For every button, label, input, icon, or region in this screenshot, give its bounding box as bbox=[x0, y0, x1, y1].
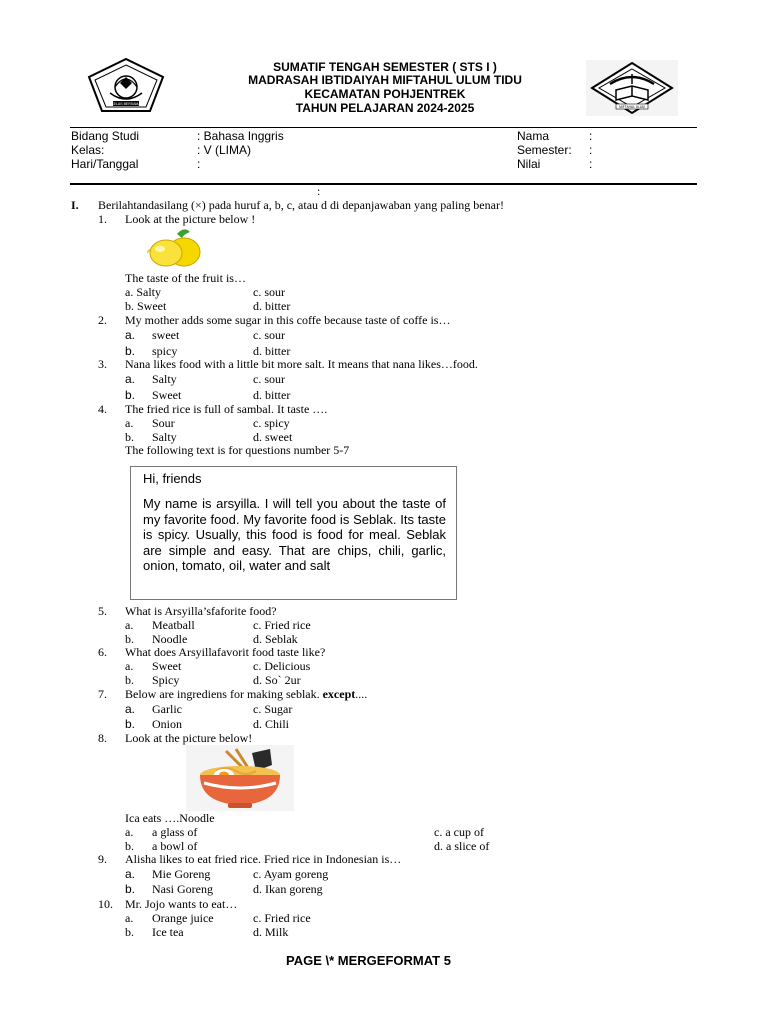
q10-text: Mr. Jojo wants to eat… bbox=[125, 897, 238, 911]
q1-option-b: b. Sweet bbox=[125, 299, 167, 313]
q3-option-c: c. sour bbox=[253, 372, 285, 386]
q9-option-b-letter: b. bbox=[125, 882, 136, 896]
class-value: : V (LIMA) bbox=[197, 143, 252, 157]
q2-option-a-letter: a. bbox=[125, 328, 136, 342]
q6-number: 6. bbox=[98, 645, 107, 659]
q2-option-b-letter: b. bbox=[125, 344, 136, 358]
q6-option-a: Sweet bbox=[152, 659, 182, 673]
section-number: I. bbox=[71, 198, 79, 212]
q5-text: What is Arsyilla’sfaforite food? bbox=[125, 604, 277, 618]
q9-text: Alisha likes to eat fried rice. Fried rice in Indonesian is… bbox=[125, 852, 402, 866]
q9-option-d: d. Ikan goreng bbox=[253, 882, 323, 896]
q8-option-a-letter: a. bbox=[125, 825, 134, 839]
passage-greeting: Hi, friends bbox=[143, 471, 202, 486]
semester-label: Semester: bbox=[517, 143, 572, 157]
q1-number: 1. bbox=[98, 212, 107, 226]
passage-intro: The following text is for questions number 5-7 bbox=[125, 443, 350, 457]
q8-option-c: c. a cup of bbox=[434, 825, 484, 839]
q8-text: Look at the picture below! bbox=[125, 731, 253, 745]
svg-text:KELAS BERSAMA: KELAS BERSAMA bbox=[111, 102, 141, 106]
q3-option-b-letter: b. bbox=[125, 388, 136, 402]
q9-option-a-letter: a. bbox=[125, 867, 136, 881]
q7-option-d: d. Chili bbox=[253, 717, 290, 731]
q8-option-a: a glass of bbox=[152, 825, 198, 839]
school-emblem-left-logo bbox=[86, 57, 166, 113]
q7-text-tail: .... bbox=[355, 687, 368, 701]
q4-option-b-letter: b. bbox=[125, 430, 134, 444]
name-label: Nama bbox=[517, 129, 550, 143]
q1-text: Look at the picture below ! bbox=[125, 212, 256, 226]
q7-option-b: Onion bbox=[152, 717, 182, 731]
name-value: : bbox=[589, 129, 593, 143]
q2-option-b: spicy bbox=[152, 344, 178, 358]
noodle-bowl-image bbox=[186, 745, 294, 811]
page-footer-field: PAGE \* MERGEFORMAT 5 bbox=[286, 953, 451, 968]
exam-title: SUMATIF TENGAH SEMESTER ( STS I ) bbox=[273, 60, 497, 74]
q8-option-b-letter: b. bbox=[125, 839, 134, 853]
q10-option-c: c. Fried rice bbox=[253, 911, 311, 925]
info-divider bbox=[70, 183, 697, 185]
q3-number: 3. bbox=[98, 357, 107, 371]
lemon-image bbox=[146, 228, 204, 270]
q5-option-c: c. Fried rice bbox=[253, 618, 311, 632]
reading-passage-box bbox=[130, 466, 457, 600]
q7-text-main: Below are ingrediens for making seblak. bbox=[125, 687, 323, 701]
q3-option-a-letter: a. bbox=[125, 372, 136, 386]
q4-text: The fried rice is full of sambal. It taste …. bbox=[125, 402, 328, 416]
q10-option-a: Orange juice bbox=[152, 911, 214, 925]
stray-colon: : bbox=[317, 184, 321, 198]
q4-option-b: Salty bbox=[152, 430, 177, 444]
q6-option-d: d. So` 2ur bbox=[253, 673, 301, 687]
score-label: Nilai bbox=[517, 157, 541, 171]
q8-number: 8. bbox=[98, 731, 107, 745]
academic-year: TAHUN PELAJARAN 2024-2025 bbox=[295, 101, 475, 115]
q5-option-b-letter: b. bbox=[125, 632, 134, 646]
q9-option-b: Nasi Goreng bbox=[152, 882, 213, 896]
q6-option-b: Spicy bbox=[152, 673, 180, 687]
q3-text: Nana likes food with a little bit more salt. It means that nana likes…food. bbox=[125, 357, 478, 371]
q4-option-a: Sour bbox=[152, 416, 175, 430]
svg-text:MIFTAHUL ULUM: MIFTAHUL ULUM bbox=[619, 105, 645, 109]
q2-option-d: d. bitter bbox=[253, 344, 291, 358]
q7-number: 7. bbox=[98, 687, 107, 701]
semester-value: : bbox=[589, 143, 593, 157]
q6-option-c: c. Delicious bbox=[253, 659, 311, 673]
q4-option-a-letter: a. bbox=[125, 416, 134, 430]
section-instruction: Berilahtandasilang (×) pada huruf a, b, c, atau d di depanjawaban yang paling benar! bbox=[98, 198, 504, 212]
q5-option-b: Noodle bbox=[152, 632, 188, 646]
q5-option-a-letter: a. bbox=[125, 618, 134, 632]
school-name: MADRASAH IBTIDAIYAH MIFTAHUL ULUM TIDU bbox=[248, 73, 522, 87]
q7-option-a: Garlic bbox=[152, 702, 182, 716]
q1-option-c: c. sour bbox=[253, 285, 285, 299]
q10-number: 10. bbox=[98, 897, 113, 911]
q5-number: 5. bbox=[98, 604, 107, 618]
q3-option-b: Sweet bbox=[152, 388, 182, 402]
q6-text: What does Arsyillafavorit food taste like? bbox=[125, 645, 326, 659]
q5-option-d: d. Seblak bbox=[253, 632, 298, 646]
q2-text: My mother adds some sugar in this coffe because taste of coffe is… bbox=[125, 313, 451, 327]
district-name: KECAMATAN POHJENTREK bbox=[304, 87, 466, 101]
q4-number: 4. bbox=[98, 402, 107, 416]
q10-option-d: d. Milk bbox=[253, 925, 289, 939]
q7-text bbox=[125, 687, 367, 701]
q6-option-a-letter: a. bbox=[125, 659, 134, 673]
q7-option-c: c. Sugar bbox=[253, 702, 293, 716]
q3-option-d: d. bitter bbox=[253, 388, 291, 402]
q3-option-a: Salty bbox=[152, 372, 177, 386]
q8-option-b: a bowl of bbox=[152, 839, 198, 853]
date-label: Hari/Tanggal bbox=[71, 157, 139, 171]
subject-value: : Bahasa Inggris bbox=[197, 129, 284, 143]
score-value: : bbox=[589, 157, 593, 171]
q10-option-b: Ice tea bbox=[152, 925, 184, 939]
q7-option-b-letter: b. bbox=[125, 717, 136, 731]
q1-option-a: a. Salty bbox=[125, 285, 161, 299]
subject-label: Bidang Studi bbox=[71, 129, 140, 143]
header-divider bbox=[70, 127, 697, 128]
passage-body: My name is arsyilla. I will tell you about the taste of my favorite food. My favorite food is Seblak. Its taste is spicy. Usually, this food is food for meal. Seblak are simple and easy. That are chips, chili, garlic, onion, tomato, oil, water and salt bbox=[143, 496, 446, 573]
q8-prompt: Ica eats ….Noodle bbox=[125, 811, 215, 825]
q7-option-a-letter: a. bbox=[125, 702, 136, 716]
q10-option-b-letter: b. bbox=[125, 925, 134, 939]
q4-option-d: d. sweet bbox=[253, 430, 293, 444]
q5-option-a: Meatball bbox=[152, 618, 195, 632]
class-label: Kelas: bbox=[71, 143, 105, 157]
date-value: : bbox=[197, 157, 201, 171]
q2-number: 2. bbox=[98, 313, 107, 327]
q7-text-emphasis: except bbox=[322, 687, 356, 701]
q8-option-d: d. a slice of bbox=[434, 839, 490, 853]
q9-option-c: c. Ayam goreng bbox=[253, 867, 329, 881]
madrasah-right-logo bbox=[586, 60, 678, 116]
q1-option-d: d. bitter bbox=[253, 299, 291, 313]
q9-option-a: Mie Goreng bbox=[152, 867, 211, 881]
q9-number: 9. bbox=[98, 852, 107, 866]
q4-option-c: c. spicy bbox=[253, 416, 290, 430]
q1-prompt: The taste of the fruit is… bbox=[125, 271, 246, 285]
q10-option-a-letter: a. bbox=[125, 911, 134, 925]
q2-option-a: sweet bbox=[152, 328, 180, 342]
q2-option-c: c. sour bbox=[253, 328, 285, 342]
q6-option-b-letter: b. bbox=[125, 673, 134, 687]
